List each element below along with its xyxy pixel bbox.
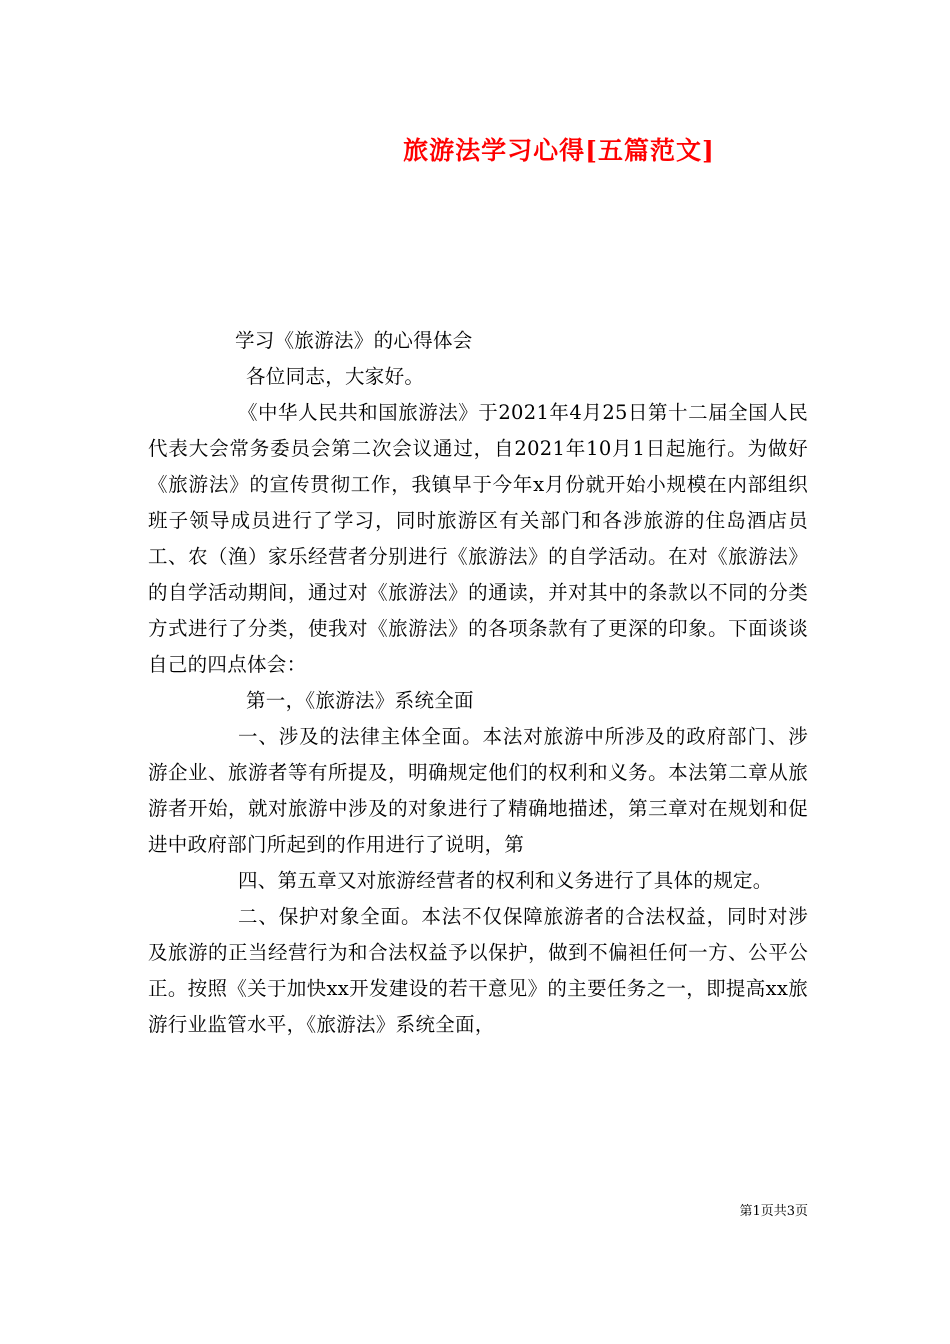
greeting-line: 各位同志，大家好。	[246, 365, 425, 388]
document-body	[148, 323, 808, 1043]
document-subtitle: 学习《旅游法》的心得体会	[235, 329, 473, 352]
document-title: 旅游法学习心得[五篇范文]	[403, 136, 715, 165]
paragraph-point-two: 二、保护对象全面。本法不仅保障旅游者的合法权益，同时对涉及旅游的正当经营行为和合法权益予以保护，做到不偏袒任何一方、公平公正。按照《关于加快xx开发建设的若干意见》的主要任务之一，即提高xx旅游行业监管水平，《旅游法》系统全面，	[148, 905, 808, 1036]
page-number-footer: 第1页共3页	[739, 1204, 808, 1219]
paragraph-point-four: 四、第五章又对旅游经营者的权利和义务进行了具体的规定。	[238, 869, 773, 892]
paragraph-intro: 《中华人民共和国旅游法》于2021年4月25日第十二届全国人民代表大会常务委员会第二次会议通过，自2021年10月1日起施行。为做好《旅游法》的宣传贯彻工作，我镇早于今年x月份就开始小规模在内部组织班子领导成员进行了学习，同时旅游区有关部门和各涉旅游的住岛酒店员工、农（渔）家乐经营者分别进行《旅游法》的自学活动。在对《旅游法》的自学活动期间，通过对《旅游法》的通读，并对其中的条款以不同的分类方式进行了分类，使我对《旅游法》的各项条款有了更深的印象。下面谈谈自己的四点体会：	[148, 401, 808, 676]
section-heading-first: 第一，《旅游法》系统全面	[246, 689, 474, 712]
paragraph-point-one: 一、涉及的法律主体全面。本法对旅游中所涉及的政府部门、涉游企业、旅游者等有所提及，明确规定他们的权利和义务。本法第二章从旅游者开始，就对旅游中涉及的对象进行了精确地描述，第三章对在规划和促进中政府部门所起到的作用进行了说明，第	[148, 725, 808, 856]
